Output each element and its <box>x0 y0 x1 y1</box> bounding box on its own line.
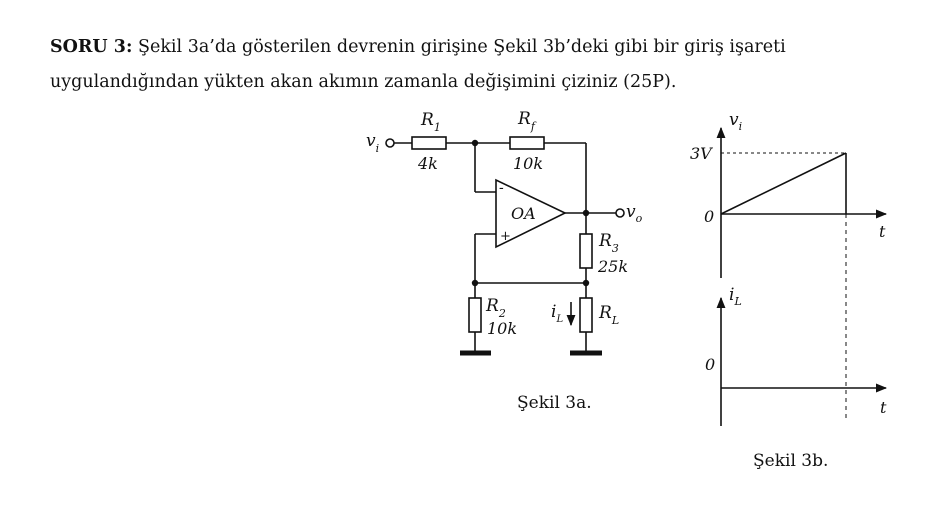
question-label: SORU 3: <box>50 37 133 57</box>
opamp-plus-sign: + <box>500 229 511 244</box>
rf-value: 10k <box>513 154 544 173</box>
r3-label: $R_3$ <box>599 231 619 255</box>
resistor-rf <box>510 137 544 149</box>
rf-label: $R_f$ <box>518 109 535 133</box>
graphs <box>721 128 886 426</box>
resistor-r3 <box>580 234 592 268</box>
resistor-rl <box>580 298 592 332</box>
bottom-zero-label: 0 <box>705 355 716 374</box>
resistor-r2 <box>469 298 481 332</box>
input-terminal <box>386 139 394 147</box>
input-label: $v_i$ <box>366 131 380 155</box>
rl-label: $R_L$ <box>599 303 620 327</box>
top-zero-label: 0 <box>704 207 715 226</box>
question-body: Şekil 3a’da gösterilen devrenin girişine Şekil 3b’deki gibi bir giriş işareti uygulandığından yükten akan akımın zamanla değişimini çiziniz (25P). <box>50 37 786 92</box>
il-label: $i_L$ <box>551 302 564 325</box>
r1-label: $R_1$ <box>421 110 441 134</box>
caption-3b: Şekil 3b. <box>753 451 829 471</box>
opamp-label: OA <box>511 204 536 223</box>
caption-3a: Şekil 3a. <box>517 393 592 413</box>
r2-value: 10k <box>487 319 518 338</box>
level-label: 3V <box>690 144 712 163</box>
r3-value: 25k <box>598 257 629 276</box>
output-label: $v_o$ <box>626 202 643 225</box>
top-xlabel: t <box>879 222 886 241</box>
opamp-minus-sign: - <box>499 180 504 196</box>
r2-label: $R_2$ <box>486 296 506 320</box>
top-ylabel: $v_i$ <box>729 110 743 133</box>
r1-value: 4k <box>418 154 438 173</box>
bottom-xlabel: t <box>880 398 887 417</box>
resistor-r1 <box>412 137 446 149</box>
bottom-ylabel: $i_L$ <box>729 285 742 308</box>
vi-ramp <box>721 153 846 214</box>
output-terminal <box>616 209 624 217</box>
